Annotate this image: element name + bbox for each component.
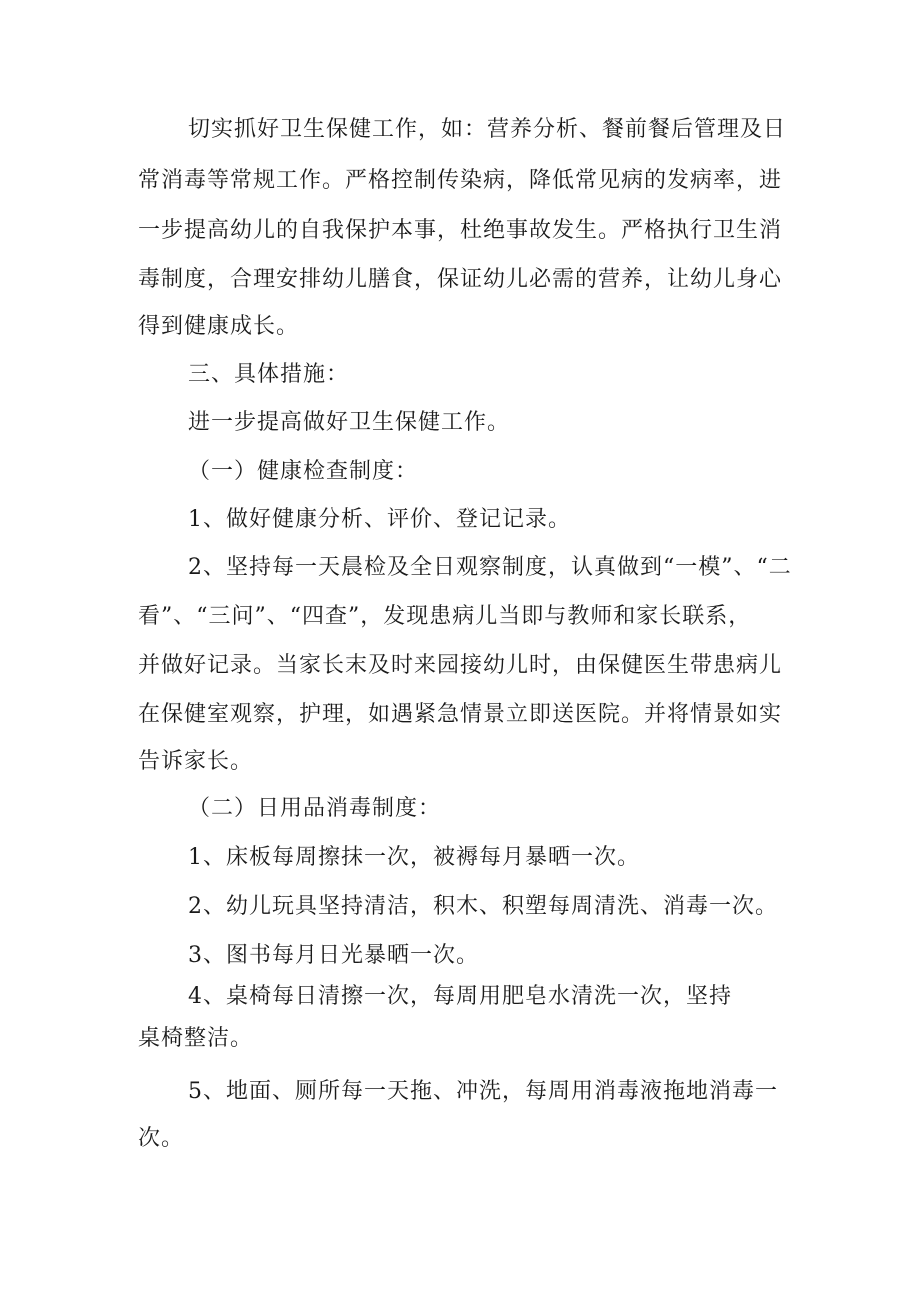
list-item: 1、做好健康分析、评价、登记记录。 — [188, 507, 571, 532]
paragraph-line: 进一步提高做好卫生保健工作。 — [188, 410, 511, 435]
paragraph-line: 切实抓好卫生保健工作，如：营养分析、餐前餐后管理及日 — [188, 117, 787, 142]
list-item: 2、坚持每一天晨检及全日观察制度，认真做到“一模”、“二 — [188, 555, 792, 580]
paragraph-line: 得到健康成长。 — [138, 314, 300, 339]
list-item: 2、幼儿玩具坚持清洁，积木、积塑每周清洗、消毒一次。 — [188, 894, 778, 919]
list-item-line: 在保健室观察，护理，如遇紧急情景立即送医院。并将情景如实 — [138, 702, 783, 727]
paragraph-line: 毒制度，合理安排幼儿膳食，保证幼儿必需的营养，让幼儿身心 — [138, 267, 783, 292]
list-item-line: 次。 — [138, 1126, 185, 1151]
subsection-heading: （二）日用品消毒制度： — [188, 796, 442, 821]
list-item-line: 告诉家长。 — [138, 749, 254, 774]
list-item: 1、床板每周擦抹一次，被褥每月暴晒一次。 — [188, 845, 640, 870]
list-item-line: 桌椅整洁。 — [138, 1026, 254, 1051]
subsection-heading: （一）健康检查制度： — [188, 459, 419, 484]
list-item-line: 看”、“三问”、“四查”，发现患病儿当即与教师和家长联系， — [138, 604, 752, 629]
list-item: 3、图书每月日光暴晒一次。 — [188, 943, 479, 968]
paragraph-line: 一步提高幼儿的自我保护本事，杜绝事故发生。严格执行卫生消 — [138, 218, 783, 243]
section-heading: 三、具体措施： — [188, 362, 350, 387]
list-item-line: 并做好记录。当家长末及时来园接幼儿时，由保健医生带患病儿 — [138, 653, 783, 678]
list-item: 5、地面、厕所每一天拖、冲洗，每周用消毒液拖地消毒一 — [188, 1079, 778, 1104]
paragraph-line: 常消毒等常规工作。严格控制传染病，降低常见病的发病率，进 — [138, 168, 783, 193]
list-item: 4、桌椅每日清擦一次，每周用肥皂水清洗一次，坚持 — [188, 984, 732, 1009]
